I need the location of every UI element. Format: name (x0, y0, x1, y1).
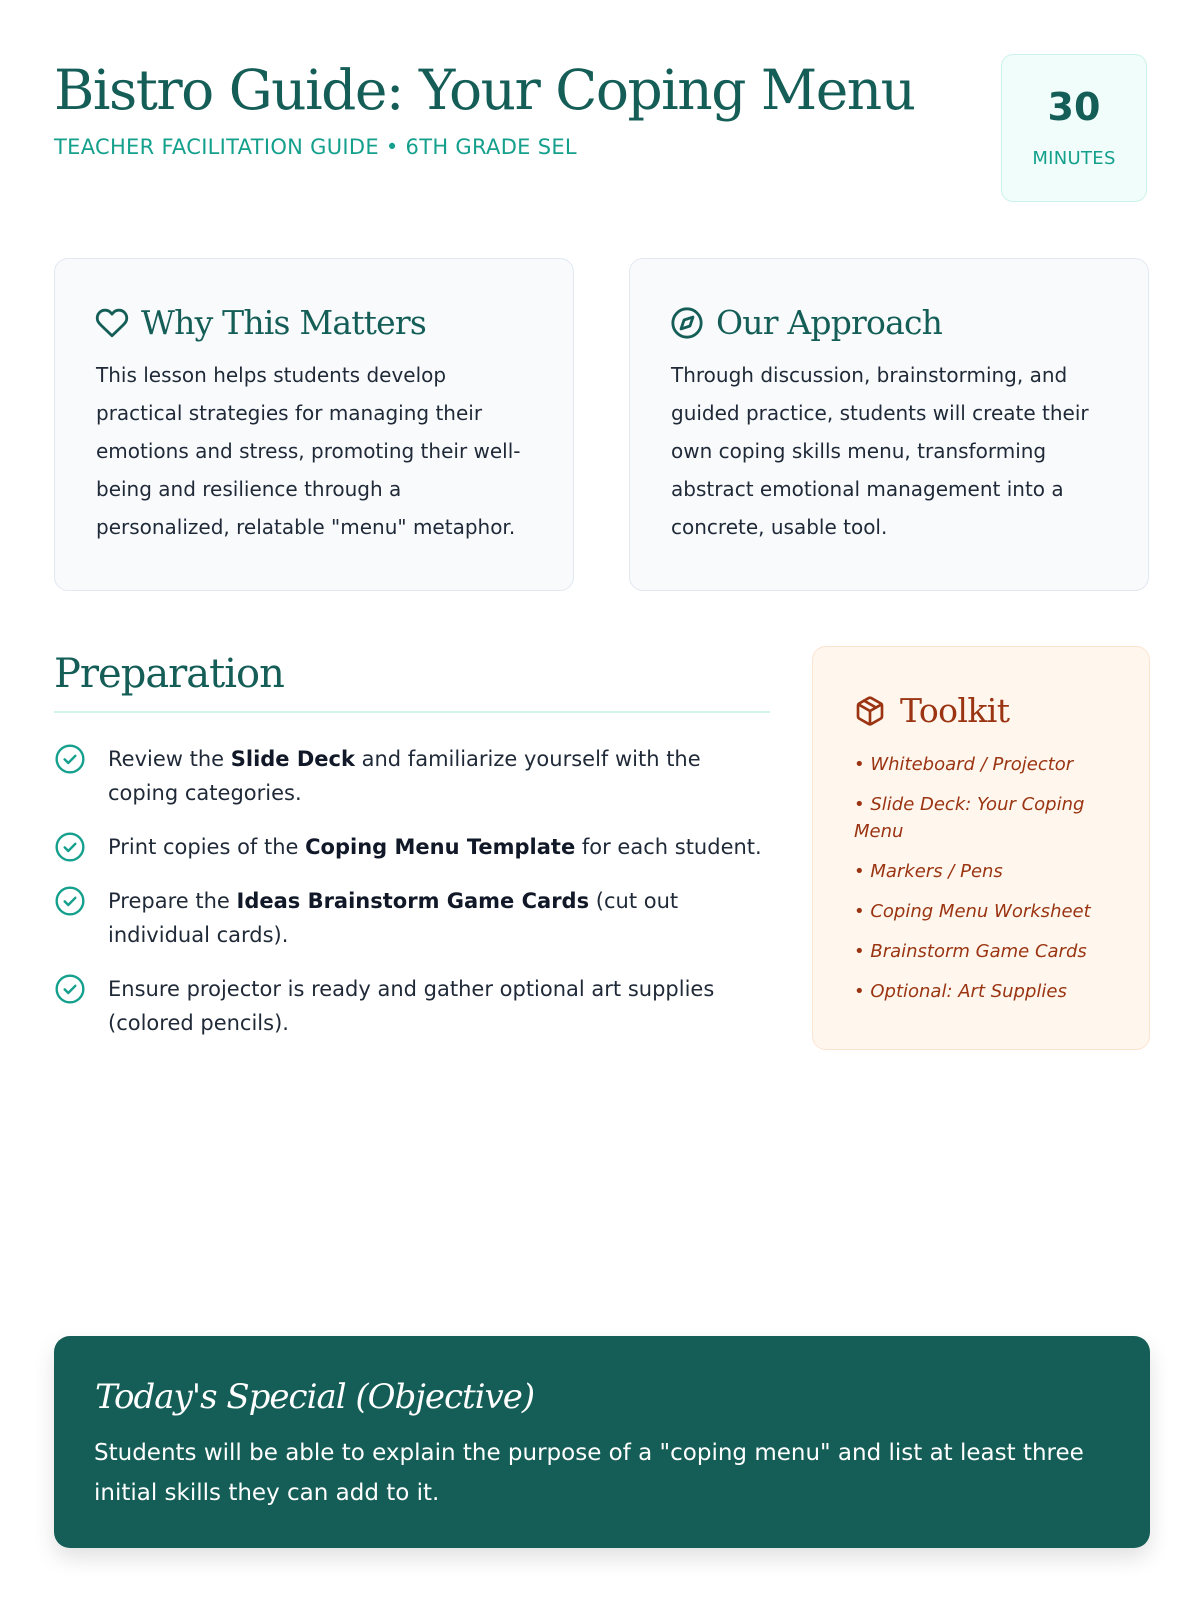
item-text-end: for each student. (575, 835, 762, 859)
list-item (54, 972, 774, 1040)
check-circle-icon (54, 973, 86, 1005)
page-title: Bistro Guide: Your Coping Menu (54, 58, 915, 122)
check-circle-icon (54, 885, 86, 917)
duration-badge (1001, 54, 1147, 202)
why-card-heading: Why This Matters (141, 303, 426, 342)
list-item: • Whiteboard / Projector (854, 751, 1124, 778)
objective-text: Students will be able to explain the purpose of a "coping menu" and list at least three initial skills they can add to it. (94, 1440, 1084, 1506)
list-item: • Brainstorm Game Cards (854, 938, 1124, 965)
list-item: • Optional: Art Supplies (854, 978, 1124, 1005)
list-item: • Slide Deck: Your Coping Menu (854, 791, 1124, 845)
toolkit-heading: Toolkit (900, 691, 1010, 730)
our-approach-card (629, 258, 1149, 591)
approach-card-heading: Our Approach (716, 303, 943, 342)
duration-value: 30 (1047, 85, 1101, 129)
duration-unit: MINUTES (1032, 148, 1116, 169)
item-text-end: and familiarize yourself with the coping categories. (108, 747, 701, 805)
approach-card-body: Through discussion, brainstorming, and guided practice, students will create their own coping skills menu, transforming abstract emotional management into a concrete, usable tool. (671, 363, 1089, 539)
item-text-start: Print copies of the (108, 835, 306, 859)
item-text-start: Ensure projector is ready and gather optional art supplies (colored pencils). (108, 977, 715, 1035)
item-text-bold: Coping Menu Template (305, 835, 576, 859)
objective-title: Today's Special (Objective) (95, 1377, 535, 1417)
why-this-matters-card (54, 258, 574, 591)
preparation-list (54, 742, 774, 1060)
toolkit-header (854, 689, 1009, 733)
check-circle-icon (54, 743, 86, 775)
compass-icon (670, 306, 704, 340)
preparation-heading: Preparation (54, 651, 284, 697)
package-icon (854, 695, 886, 727)
approach-card-header (670, 301, 942, 345)
item-text-start: Prepare the (108, 889, 237, 913)
list-item (54, 830, 774, 864)
why-card-body: This lesson helps students develop practical strategies for managing their emotions and stress, promoting their well-being and resilience through a personalized, relatable "menu" metaphor. (96, 363, 521, 539)
list-item: • Markers / Pens (854, 858, 1124, 885)
toolkit-card (812, 646, 1150, 1050)
item-text-bold: Slide Deck (230, 747, 355, 771)
heart-icon (95, 306, 129, 340)
check-circle-icon (54, 831, 86, 863)
item-text-bold: Ideas Brainstorm Game Cards (236, 889, 590, 913)
preparation-divider (54, 711, 770, 713)
item-text-start: Review the (108, 747, 231, 771)
objective-banner (54, 1336, 1150, 1548)
page-subtitle: TEACHER FACILITATION GUIDE • 6TH GRADE SEL (54, 135, 577, 159)
toolkit-list (854, 751, 1124, 1018)
why-card-header (95, 301, 426, 345)
list-item: • Coping Menu Worksheet (854, 898, 1124, 925)
list-item (54, 742, 774, 810)
item-text-end: (cut out individual cards). (108, 889, 679, 947)
list-item (54, 884, 774, 952)
